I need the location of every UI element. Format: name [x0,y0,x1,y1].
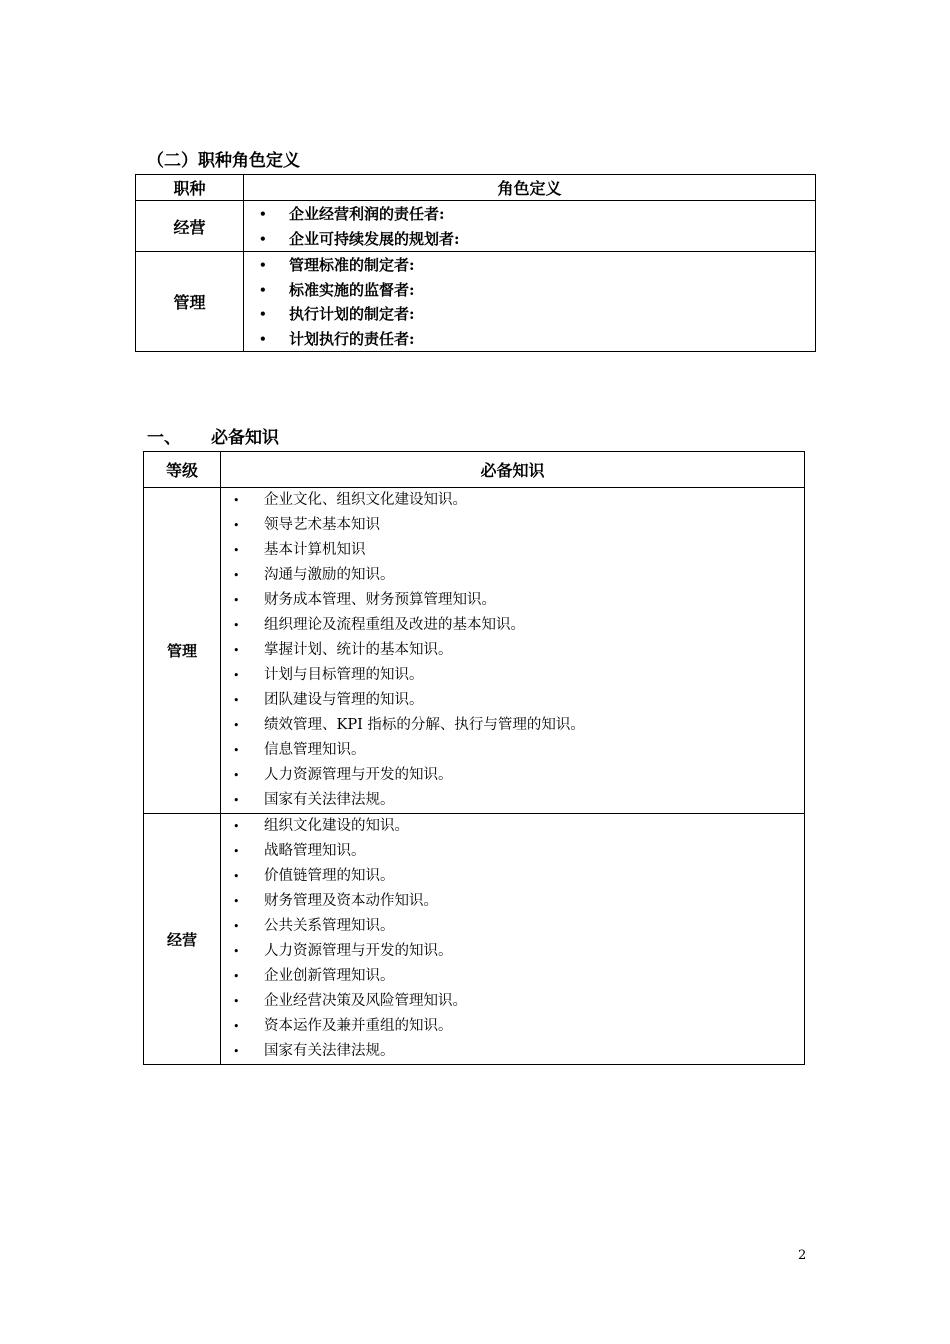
bullet-icon: • [233,544,240,557]
list-item [221,563,804,588]
column-header-role-definition: 角色定义 [244,175,816,201]
bullet-icon: • [233,870,240,883]
section-title-knowledge [147,428,279,448]
list-item [221,488,804,513]
row-items-cell [244,252,816,352]
list-item-text: 企业经营决策及风险管理知识。 [264,993,467,1009]
bullet-icon: • [233,494,240,507]
table-row [144,814,805,1065]
bullet-icon: • [233,794,240,807]
bullet-list [221,488,804,813]
row-label: 经营 [144,814,221,1065]
list-item [221,688,804,713]
section-title-text: 必备知识 [211,428,279,448]
row-label: 经营 [136,201,244,252]
list-item [244,202,815,227]
list-item-text: 国家有关法律法规。 [264,1043,395,1059]
list-item-text: 价值链管理的知识。 [264,868,395,884]
list-item [221,1039,804,1064]
list-item-text: 财务成本管理、财务预算管理知识。 [264,592,496,608]
bullet-icon: • [233,669,240,682]
list-item-text: 领导艺术基本知识 [264,517,380,533]
list-item [221,964,804,989]
list-item-text: 绩效管理、KPI 指标的分解、执行与管理的知识。 [264,717,585,733]
list-item-text: 信息管理知识。 [264,742,366,758]
table-header-row [144,452,805,488]
list-item [221,788,804,813]
table-row [136,201,816,252]
list-item-text: 人力资源管理与开发的知识。 [264,943,453,959]
list-item [244,302,815,327]
bullet-icon: • [233,945,240,958]
bullet-icon: • [233,519,240,532]
list-item [221,638,804,663]
bullet-icon: • [259,231,267,246]
list-item [221,1014,804,1039]
list-item-text: 企业可持续发展的规划者: [289,229,460,248]
list-item-text: 团队建设与管理的知识。 [264,692,424,708]
page-number: 2 [798,1248,807,1263]
knowledge-table [143,451,805,1065]
bullet-icon: • [259,207,267,221]
bullet-icon: • [233,995,240,1008]
list-item-text: 企业经营利润的责任者: [289,205,445,223]
list-item [221,763,804,788]
bullet-icon: • [259,258,267,272]
column-header-required-knowledge: 必备知识 [221,452,805,488]
list-item-text: 公共关系管理知识。 [264,918,395,934]
section-number: 一、 [147,428,181,448]
table-row [144,488,805,814]
list-item [221,889,804,914]
bullet-icon: • [259,331,267,346]
bullet-icon: • [233,845,240,858]
bullet-list [244,202,815,251]
list-item [221,663,804,688]
bullet-icon: • [233,569,240,582]
list-item [221,713,804,738]
list-item [221,513,804,538]
list-item-text: 企业文化、组织文化建设知识。 [264,492,467,508]
bullet-icon: • [233,694,240,707]
roles-table [135,174,816,352]
section-title-roles: （二）职种角色定义 [147,151,300,171]
list-item [221,914,804,939]
table-header-row [136,175,816,201]
list-item-text: 资本运作及兼并重组的知识。 [264,1018,453,1034]
list-item-text: 战略管理知识。 [264,843,366,859]
list-item [221,939,804,964]
bullet-icon: • [233,744,240,757]
list-item-text: 执行计划的制定者: [289,305,415,323]
list-item [244,278,815,303]
row-items-cell [221,488,805,814]
bullet-icon: • [233,970,240,983]
list-item-text: 财务管理及资本动作知识。 [264,893,438,909]
list-item-text: 计划执行的责任者: [289,329,415,348]
list-item [221,538,804,563]
column-header-job-type: 职种 [136,175,244,201]
list-item [221,864,804,889]
bullet-icon: • [259,282,267,297]
list-item [221,738,804,763]
list-item-text: 计划与目标管理的知识。 [264,667,424,683]
column-header-level: 等级 [144,452,221,488]
list-item-text: 人力资源管理与开发的知识。 [264,767,453,783]
row-label: 管理 [136,252,244,352]
bullet-icon: • [259,307,267,321]
list-item-text: 国家有关法律法规。 [264,792,395,808]
row-label: 管理 [144,488,221,814]
bullet-icon: • [233,594,240,607]
list-item-text: 管理标准的制定者: [289,256,415,274]
list-item-text: 组织文化建设的知识。 [264,818,409,834]
list-item [244,227,815,252]
bullet-icon: • [233,619,240,632]
list-item-text: 沟通与激励的知识。 [264,567,395,583]
list-item-text: 组织理论及流程重组及改进的基本知识。 [264,617,525,633]
list-item [221,814,804,839]
list-item-text: 掌握计划、统计的基本知识。 [264,642,453,658]
bullet-icon: • [233,920,240,933]
list-item [221,839,804,864]
table-row [136,252,816,352]
row-items-cell [221,814,805,1065]
bullet-icon: • [233,1045,240,1058]
list-item [221,588,804,613]
list-item-text: 基本计算机知识 [264,542,366,558]
list-item-text: 企业创新管理知识。 [264,968,395,984]
list-item [221,989,804,1014]
bullet-icon: • [233,1020,240,1033]
bullet-icon: • [233,769,240,782]
row-items-cell [244,201,816,252]
bullet-icon: • [233,895,240,908]
list-item-text: 标准实施的监督者: [289,280,415,299]
list-item [244,327,815,352]
bullet-icon: • [233,719,240,732]
bullet-list [221,814,804,1064]
list-item [221,613,804,638]
bullet-icon: • [233,820,240,833]
list-item [244,253,815,278]
bullet-list [244,253,815,351]
bullet-icon: • [233,644,240,657]
